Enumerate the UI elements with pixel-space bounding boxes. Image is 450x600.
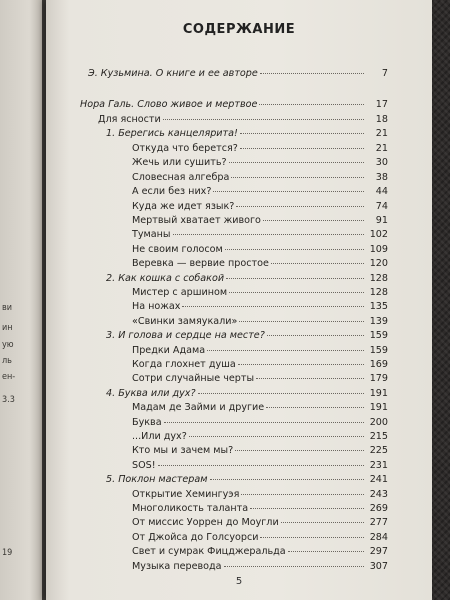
toc-entry-title: На ножах [132,301,181,312]
toc-entry-page: 135 [369,301,388,312]
toc-entry [132,172,388,183]
dot-leader [238,364,364,365]
toc-entry [132,143,388,154]
toc-entry [132,546,388,557]
toc-entry-page: 179 [369,373,388,384]
dot-leader [231,177,364,178]
toc-entry-title: SOS! [132,460,156,471]
toc-entry-title: Предки Адама [132,345,206,356]
left-page-fragment: ль [2,356,12,366]
toc-entry [132,359,388,370]
dot-leader [158,465,364,466]
toc-entry [132,157,388,168]
toc-entry [106,388,388,399]
toc-entry-page: 159 [369,330,388,341]
toc-entry-title: Музыка перевода [132,561,222,572]
dot-leader [164,422,364,423]
toc-entry-title: 4. Буква или дух? [106,388,196,399]
book-page [46,0,432,600]
toc-entry-page: 30 [375,157,388,168]
toc-entry-title: Кто мы и зачем мы? [132,445,234,456]
toc-entry-page: 74 [375,201,388,212]
toc-entry-page: 17 [375,99,388,110]
dot-leader [210,479,365,480]
left-page-fragment: 19 [2,548,13,558]
toc-entry [132,445,388,456]
toc-entry-page: 18 [375,114,388,125]
toc-entry-title: От миссис Уоррен до Моугли [132,517,279,528]
toc-entry-page: 277 [369,517,388,528]
left-page-fragment: ви [2,303,13,313]
toc-entry-title: Не своим голосом [132,244,223,255]
dot-leader [260,73,364,74]
toc-entry-title: Словесная алгебра [132,172,230,183]
toc-entry [132,561,388,572]
left-page-edge [0,0,42,600]
toc-entry-title: 2. Как кошка с собакой [106,273,225,284]
toc-entry [106,330,388,341]
dot-leader [163,119,364,120]
toc-entry [80,99,388,110]
toc-entry [132,373,388,384]
dot-leader [267,335,364,336]
toc-entry-title: 3. И голова и сердце на месте? [106,330,265,341]
dot-leader [229,292,364,293]
toc-entry-title: Мадам де Займи и другие [132,402,265,413]
toc-entry-title: Для ясности [98,114,161,125]
toc-entry-title: Э. Кузьмина. О книге и ее авторе [88,68,258,79]
left-page-fragment: 3.3 [2,395,15,405]
toc-entry-page: 91 [375,215,388,226]
toc-entry-page: 307 [369,561,388,572]
toc-entry-page: 231 [369,460,388,471]
toc-entry-title: Веревка — вервие простое [132,258,269,269]
dot-leader [189,436,364,437]
dot-leader [229,162,364,163]
dot-leader [240,133,364,134]
toc-entry [132,345,388,356]
toc-entry [132,532,388,543]
toc-entry-page: 200 [369,417,388,428]
left-page-fragment: ен- [2,372,16,382]
dot-leader [236,206,364,207]
toc-entry [132,417,388,428]
toc-entry-page: 191 [369,388,388,399]
toc-entry [132,215,388,226]
toc-entry [106,474,388,485]
dot-leader [288,551,364,552]
toc-entry-page: 159 [369,345,388,356]
toc-entry-title: Сотри случайные черты [132,373,255,384]
toc-entry [132,244,388,255]
toc-entry-page: 120 [369,258,388,269]
toc-entry [88,68,388,79]
toc-entry-page: 128 [369,287,388,298]
toc-entry [132,229,388,240]
dot-leader [260,537,364,538]
toc-entry-title: Буква [132,417,162,428]
page-number: 5 [235,576,243,587]
dot-leader [241,494,364,495]
toc-entry-title: Открытие Хемингуэя [132,489,240,500]
toc-entry-page: 21 [375,128,388,139]
toc-entry [106,273,388,284]
toc-entry [106,128,388,139]
toc-entry [132,186,388,197]
toc-entry-title: ...Или дух? [132,431,187,442]
dot-leader [281,522,364,523]
dot-leader [226,278,364,279]
toc-entry-title: 5. Поклон мастерам [106,474,208,485]
dot-leader [207,350,364,351]
dot-leader [213,191,364,192]
toc-entry-page: 284 [369,532,388,543]
toc-entry-page: 243 [369,489,388,500]
toc-entry-title: Куда же идет язык? [132,201,235,212]
toc-entry-title: А если без них? [132,186,212,197]
toc-entry-title: Когда глохнет душа [132,359,236,370]
page-title: СОДЕРЖАНИЕ [182,22,296,37]
toc-entry-title: Мертвый хватает живого [132,215,261,226]
toc-entry-title: Многоликость таланта [132,503,249,514]
dot-leader [198,393,364,394]
toc-entry [132,489,388,500]
toc-entry-page: 44 [375,186,388,197]
toc-entry-page: 225 [369,445,388,456]
toc-entry-title: 1. Берегись канцелярита! [106,128,238,139]
toc-entry-title: От Джойса до Голсуорси [132,532,259,543]
toc-entry-page: 109 [369,244,388,255]
toc-entry-page: 191 [369,402,388,413]
dot-leader [259,104,364,105]
dot-leader [182,306,364,307]
toc-entry-title: Жечь или сушить? [132,157,227,168]
dot-leader [173,234,364,235]
toc-entry [132,201,388,212]
toc-entry-title: Свет и сумрак Фицджеральда [132,546,286,557]
toc-entry [132,316,388,327]
left-page-fragment: ин [2,323,13,333]
left-page-fragment: ую [2,340,14,350]
toc-entry-title: Туманы [132,229,171,240]
dot-leader [224,566,364,567]
toc-entry-page: 38 [375,172,388,183]
toc-entry [132,503,388,514]
toc-entry [132,287,388,298]
toc-entry-page: 297 [369,546,388,557]
toc-entry-page: 7 [381,68,388,79]
dot-leader [271,263,364,264]
toc-entry-page: 128 [369,273,388,284]
dot-leader [263,220,364,221]
toc-entry-page: 269 [369,503,388,514]
dot-leader [266,407,364,408]
toc-entry [98,114,388,125]
toc-entry [132,258,388,269]
toc-entry-page: 169 [369,359,388,370]
dot-leader [225,249,364,250]
dot-leader [239,321,364,322]
toc-entry [132,301,388,312]
toc-entry-page: 102 [369,229,388,240]
dot-leader [235,450,364,451]
toc-entry-page: 241 [369,474,388,485]
toc-entry [132,402,388,413]
dot-leader [256,378,364,379]
toc-entry-page: 215 [369,431,388,442]
toc-entry [132,460,388,471]
toc-entry-page: 139 [369,316,388,327]
toc-entry [132,431,388,442]
dot-leader [240,148,364,149]
toc-entry-title: Нора Галь. Слово живое и мертвое [80,99,258,110]
dot-leader [250,508,364,509]
toc-entry-title: Мистер с аршином [132,287,228,298]
toc-entry [132,517,388,528]
toc-entry-title: «Свинки замяукали» [132,316,238,327]
toc-entry-page: 21 [375,143,388,154]
toc-entry-title: Откуда что берется? [132,143,238,154]
